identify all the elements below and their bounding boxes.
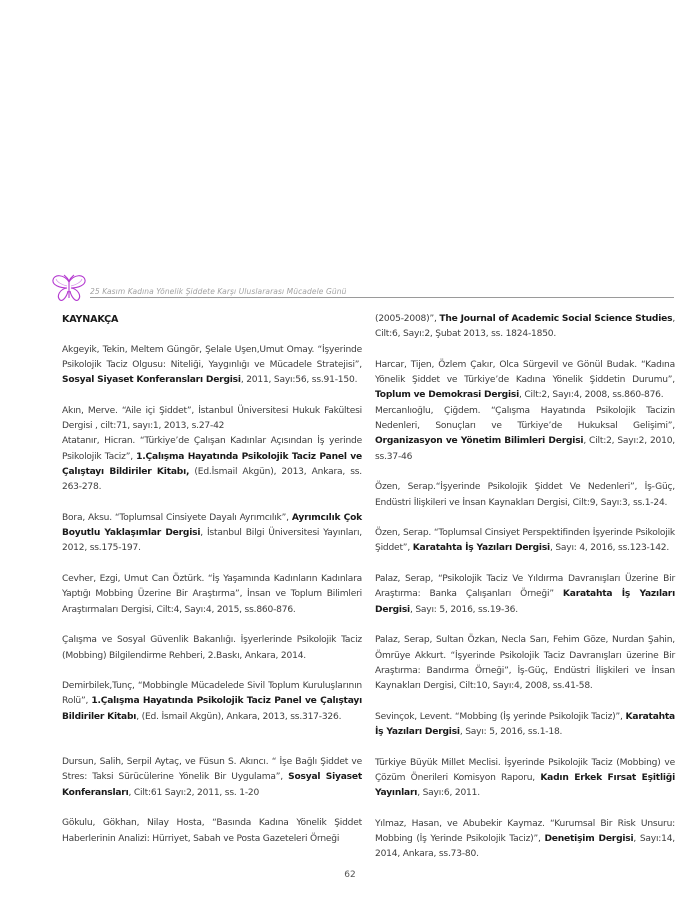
- references-right-column: [375, 312, 675, 863]
- references-left-column: [62, 312, 362, 847]
- reference-item: Türkiye Büyük Millet Meclisi. İşyerinde Psikolojik Taciz (Mobbing) ve Çözüm Önerileri Komisyon Raporu, Kadın Erkek Fırsat Eşitliği Yayınları, Sayı:6, 2011.: [375, 757, 676, 799]
- page-header: [52, 274, 674, 302]
- reference-item: Bora, Aksu. “Toplumsal Cinsiyete Dayalı Ayrımcılık”, Ayrımcılık Çok Boyutlu Yaklaşımlar Dergisi, İstanbul Bilgi Üniversitesi Yayınları, 2012, ss.175-197.: [62, 512, 362, 554]
- reference-item: Harcar, Tijen, Özlem Çakır, Olca Sürgevil ve Gönül Budak. “Kadına Yönelik Şiddet ve Türkiye’de Kadına Yönelik Şiddetin Durumu”, Toplum ve Demokrasi Dergisi, Cilt:2, Sayı:4, 2008, ss.860-876.: [375, 359, 675, 401]
- reference-item: Mercanlıoğlu, Çiğdem. “Çalışma Hayatında Psikolojik Tacizin Nedenleri, Sonuçları ve Türkiye’de Hukuksal Gelişimi”, Organizasyon ve Yönetim Bilimleri Dergisi, Cilt:2, Sayı:2, 2010, ss.37-46: [375, 405, 675, 462]
- reference-item: Sevinçok, Levent. “Mobbing (İş yerinde Psikolojik Taciz)”, Karatahta İş Yazıları Dergisi, Sayı: 5, 2016, ss.1-18.: [375, 711, 675, 738]
- page-number: 62: [344, 870, 356, 880]
- reference-item: Yılmaz, Hasan, ve Abubekir Kaymaz. “Kurumsal Bir Risk Unsuru: Mobbing (İş Yerinde Psikolojik Taciz)”, Denetişim Dergisi, Sayı:14, 2014, Ankara, ss.73-80.: [375, 818, 676, 860]
- reference-item: Özen, Serap. “Toplumsal Cinsiyet Perspektifinden İşyerinde Psikolojik Şiddet”, Karatahta İş Yazıları Dergisi, Sayı: 4, 2016, ss.123-142.: [375, 528, 675, 554]
- reference-item: Gökulu, Gökhan, Nilay Hosta, “Basında Kadına Yönelik Şiddet Haberlerinin Analizi: Hürriyet, Sabah ve Posta Gazeteleri Örneği: [62, 818, 362, 844]
- header-title: 25 Kasım Kadına Yönelik Şiddete Karşı Uluslararası Mücadele Günü: [90, 287, 347, 296]
- reference-item: Cevher, Ezgi, Umut Can Öztürk. “İş Yaşamında Kadınların Kadınlara Yaptığı Mobbing Üzerine Bir Araştırma”, İnsan ve Toplum Bilimleri Araştırmaları Dergisi, Cilt:4, Sayı:4, 2015, ss.860-876.: [62, 574, 362, 615]
- reference-item: Özen, Serap.“İşyerinde Psikolojik Şiddet Ve Nedenleri”, İş-Güç, Endüstri İlişkileri ve İnsan Kaynakları Dergisi, Cilt:9, Sayı:3, ss.1-24.: [375, 482, 675, 508]
- reference-item: Atatanır, Hicran. “Türkiye’de Çalışan Kadınlar Açısından İş yerinde Psikolojik Taciz”, 1.Çalışma Hayatında Psikolojik Taciz Panel ve Çalıştayı Bildiriler Kitabı, (Ed.İsmail Akgün), 2013, Ankara, ss. 263-278.: [62, 436, 362, 493]
- header-divider: [90, 297, 674, 298]
- reference-item: Çalışma ve Sosyal Güvenlik Bakanlığı. İşyerlerinde Psikolojik Taciz (Mobbing) Bilgilendirme Rehberi, 2.Baskı, Ankara, 2014.: [62, 635, 362, 661]
- reference-item: Akın, Merve. “Aile içi Şiddet”, İstanbul Üniversitesi Hukuk Fakültesi Dergisi , cilt:71, sayı:1, 2013, s.27-42: [62, 405, 362, 432]
- reference-item: Akgeyik, Tekin, Meltem Güngör, Şelale Uşen,Umut Omay. “İşyerinde Psikolojik Taciz Olgusu: Niteliği, Yaygınlığı ve Mücadele Stratejisi”, Sosyal Siyaset Konferansları Dergisi, 2011, Sayı:56, ss.91-150.: [62, 344, 362, 386]
- section-heading: KAYNAKÇA: [62, 314, 119, 325]
- butterfly-logo: [52, 274, 86, 302]
- reference-item: Dursun, Salih, Serpil Aytaç, ve Füsun S. Akıncı. “ İşe Bağlı Şiddet ve Stres: Taksi Sürücülerine Yönelik Bir Uygulama”, Sosyal Siyaset Konferansları, Cilt:61 Sayı:2, 2011, ss. 1-20: [62, 757, 363, 798]
- reference-item: (2005-2008)”, The Journal of Academic Social Science Studies, Cilt:6, Sayı:2, Şubat 2013, ss. 1824-1850.: [375, 314, 676, 340]
- reference-item: Palaz, Serap, Sultan Özkan, Necla Sarı, Fehim Göze, Nurdan Şahin, Ömrüye Akkurt. “İşyerinde Psikolojik Taciz Davranışları üzerine Bir Araştırma: Bandırma Örneği”, İş-Güç, Endüstri İlişkileri ve İnsan Kaynakları Dergisi, Cilt:10, Sayı:4, 2008, ss.41-58.: [375, 635, 675, 692]
- reference-item: Demirbilek,Tunç, “Mobbingle Mücadelede Sivil Toplum Kuruluşlarının Rolü”, 1.Çalışma Hayatında Psikolojik Taciz Panel ve Çalıştayı Bildiriler Kitabı, (Ed. İsmail Akgün), Ankara, 2013, ss.317-326.: [62, 681, 363, 722]
- reference-item: Palaz, Serap, “Psikolojik Taciz Ve Yıldırma Davranışları Üzerine Bir Araştırma: Banka Çalışanları Örneği” Karatahta İş Yazıları Dergisi, Sayı: 5, 2016, ss.19-36.: [375, 574, 675, 615]
